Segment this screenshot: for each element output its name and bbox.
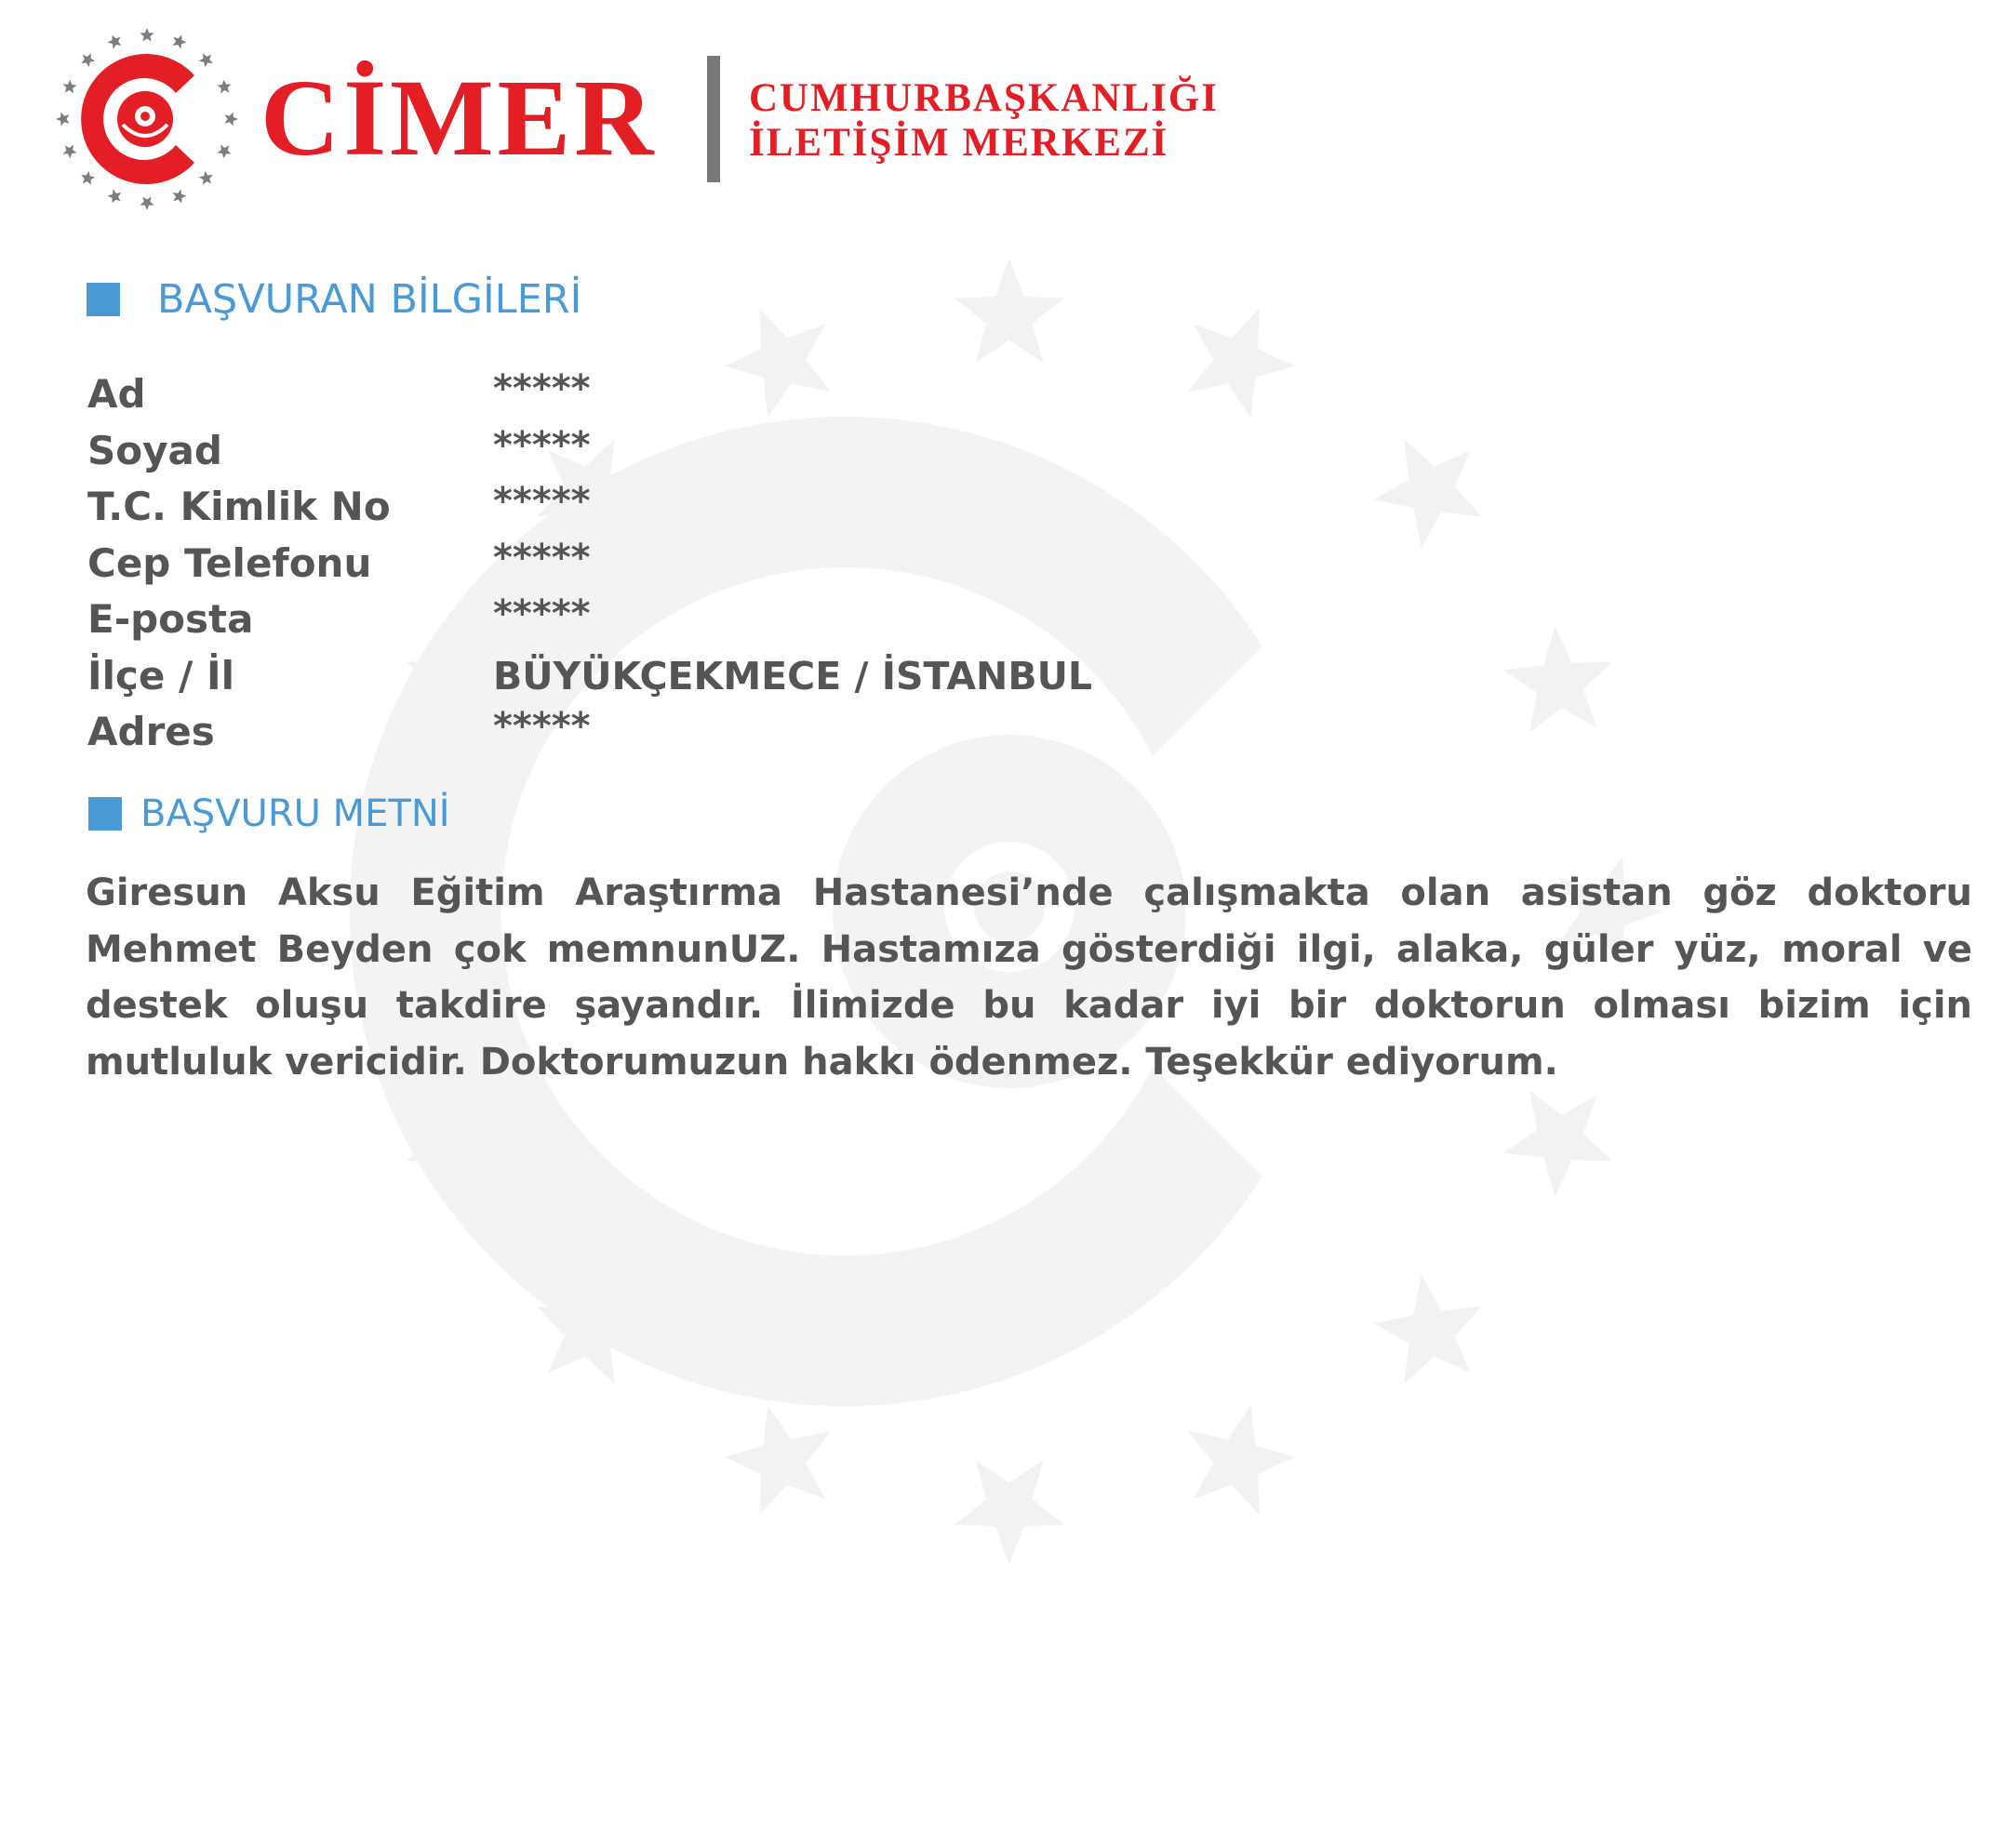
star-icon <box>1373 439 1482 548</box>
info-label: Soyad <box>87 427 222 473</box>
star-icon <box>81 53 95 67</box>
info-label: Cep Telefonu <box>87 539 372 586</box>
info-row-e-posta <box>87 593 1204 650</box>
star-icon <box>1188 308 1295 418</box>
star-icon <box>955 1460 1064 1564</box>
square-marker-icon <box>87 283 120 316</box>
star-icon <box>217 80 231 94</box>
star-icon <box>1503 1090 1613 1197</box>
star-icon <box>140 197 154 211</box>
logo-subtitle <box>749 76 1219 166</box>
applicant-info-table <box>87 368 1204 763</box>
square-marker-icon <box>88 797 122 831</box>
star-icon <box>108 189 122 203</box>
header <box>54 26 1220 212</box>
info-row-cep-telefonu <box>87 538 1204 594</box>
logo-wordmark: CİMER <box>260 57 658 179</box>
star-icon <box>199 171 213 185</box>
star-icon <box>173 35 187 49</box>
star-icon <box>225 112 239 126</box>
application-text: Giresun Aksu Eğitim Araştırma Hastanesi’nde çalışmakta olan asistan göz doktoru Mehmet Beyden çok memnunUZ. Hastamıza gösterdiği ilgi, alaka, güler yüz, moral ve destek oluşu takdire şayandır. İlimizde bu kadar iyi bir doktorun olması bizim için mutluluk vericidir. Doktorumuzun hakkı ödenmez. Teşekkür ediyorum. <box>86 871 1972 1084</box>
logo-subtitle-line2: İLETİŞİM MERKEZİ <box>749 121 1169 165</box>
info-row-ad <box>87 368 1204 425</box>
logo-subtitle-line1: CUMHURBAŞKANLIĞI <box>749 76 1220 120</box>
star-icon <box>56 112 70 126</box>
info-label: T.C. Kimlik No <box>87 484 391 529</box>
info-label: İlçe / İl <box>87 652 235 698</box>
star-icon <box>81 171 95 185</box>
section-header-application-text <box>88 792 450 835</box>
info-value: BÜYÜKÇEKMECE / İSTANBUL <box>493 653 1093 698</box>
star-icon <box>140 28 154 42</box>
info-label: Adres <box>87 709 215 754</box>
star-icon <box>955 259 1064 363</box>
star-icon <box>1503 626 1613 733</box>
section-title-applicant: BAŞVURAN BİLGİLERİ <box>157 276 582 323</box>
star-icon <box>63 80 77 94</box>
section-header-applicant <box>87 276 581 323</box>
star-icon <box>1188 1405 1295 1515</box>
info-value: ***** <box>493 705 591 748</box>
section-title-application-text: BAŞVURU METNİ <box>140 792 450 835</box>
cimer-emblem-icon <box>54 26 240 212</box>
info-row-ilce-il <box>87 650 1204 707</box>
star-icon <box>217 145 231 159</box>
star-icon <box>173 189 187 203</box>
info-label: E-posta <box>87 596 254 642</box>
star-icon <box>1373 1275 1482 1384</box>
info-value: ***** <box>493 367 591 410</box>
info-row-adres <box>87 706 1204 763</box>
info-label: Ad <box>87 371 146 417</box>
info-row-soyad <box>87 425 1204 482</box>
logo-divider <box>707 56 720 182</box>
info-value: ***** <box>493 480 591 523</box>
star-icon <box>199 53 213 67</box>
info-value: ***** <box>493 592 591 635</box>
info-value: ***** <box>493 536 591 579</box>
info-row-tc-kimlik-no <box>87 481 1204 538</box>
star-icon <box>63 145 77 159</box>
star-icon <box>724 1405 831 1515</box>
info-value: ***** <box>493 423 591 467</box>
star-icon <box>108 35 122 49</box>
